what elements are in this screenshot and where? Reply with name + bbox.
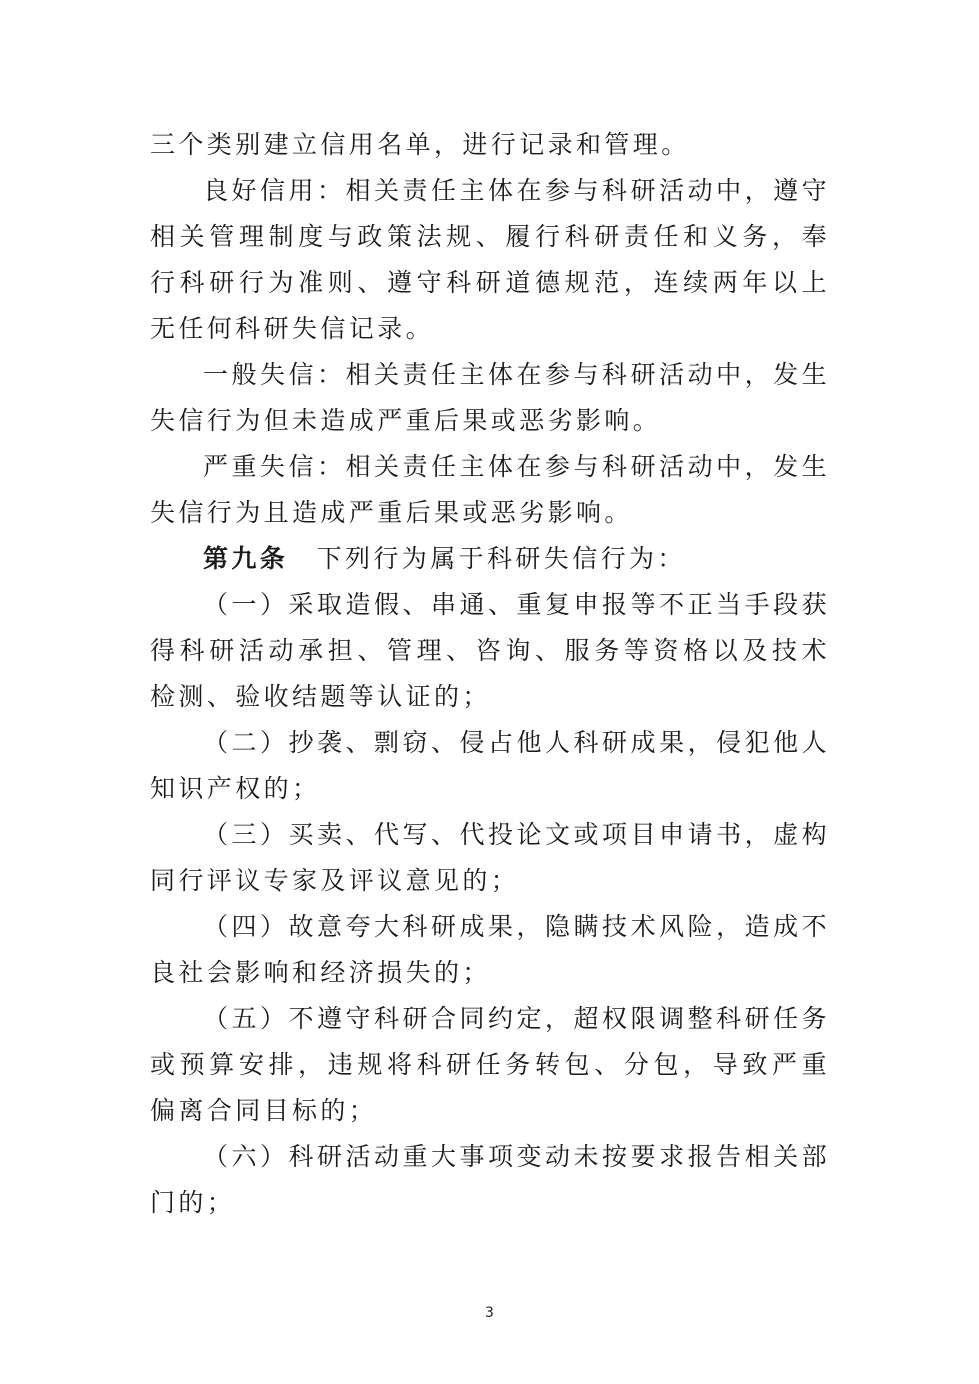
paragraph-credit-list: 三个类别建立信用名单，进行记录和管理。	[150, 130, 690, 159]
list-item-3: （三）买卖、代写、代投论文或项目申请书，虚构同行评议专家及评议意见的；	[150, 820, 830, 895]
page-number: 3	[485, 1305, 494, 1321]
paragraph-general-dishonesty: 一般失信：相关责任主体在参与科研活动中，发生失信行为但未造成严重后果或恶劣影响。	[150, 360, 830, 435]
list-item-2: （二）抄袭、剽窃、侵占他人科研成果，侵犯他人知识产权的；	[150, 728, 830, 803]
paragraph-serious-dishonesty: 严重失信：相关责任主体在参与科研活动中，发生失信行为且造成严重后果或恶劣影响。	[150, 452, 830, 527]
article-nine	[150, 536, 830, 582]
paragraph-good-credit: 良好信用：相关责任主体在参与科研活动中，遵守相关管理制度与政策法规、履行科研责任和义务，奉行科研行为准则、遵守科研道德规范，连续两年以上无任何科研失信记录。	[150, 176, 830, 343]
list-item-1: （一）采取造假、串通、重复申报等不正当手段获得科研活动承担、管理、咨询、服务等资格以及技术检测、验收结题等认证的；	[150, 590, 830, 711]
list-item-4: （四）故意夸大科研成果，隐瞒技术风险，造成不良社会影响和经济损失的；	[150, 912, 830, 987]
article-text: 下列行为属于科研失信行为：	[316, 544, 686, 573]
article-spacer	[288, 544, 316, 573]
article-heading: 第九条	[203, 544, 289, 573]
list-item-6: （六）科研活动重大事项变动未按要求报告相关部门的；	[150, 1142, 830, 1217]
document-body	[150, 122, 830, 1226]
list-item-5: （五）不遵守科研合同约定，超权限调整科研任务或预算安排，违规将科研任务转包、分包，导致严重偏离合同目标的；	[150, 1004, 830, 1125]
